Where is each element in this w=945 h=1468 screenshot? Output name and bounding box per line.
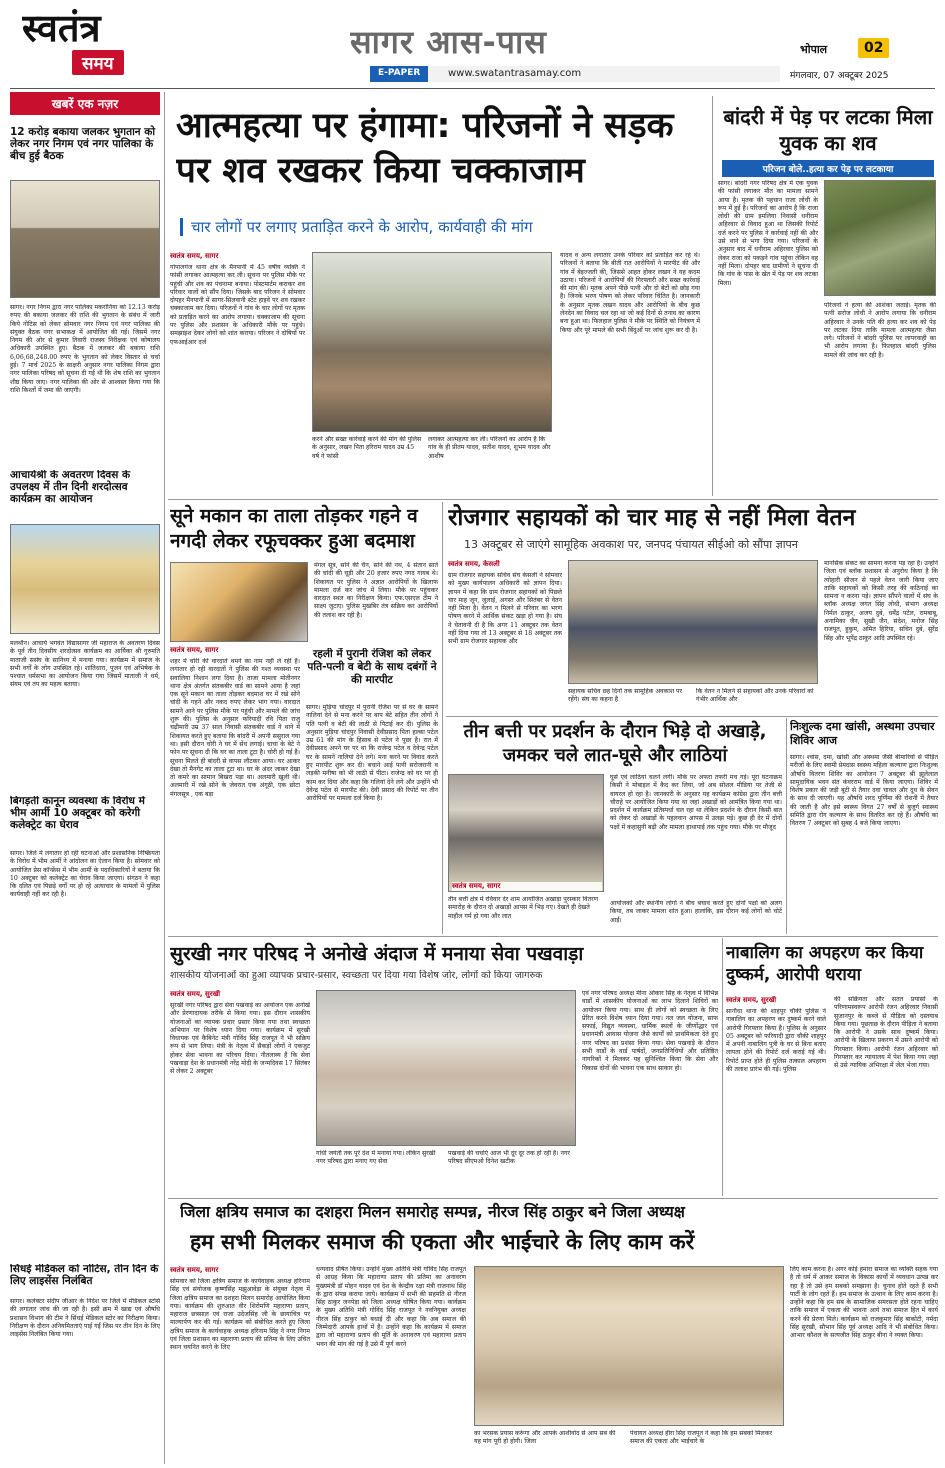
asthma-headline: निःशुल्क दमा खांसी, अस्थमा उपचार शिविर आज xyxy=(790,720,935,747)
employment-caption-2: कि वेतन न मिलने से सहायकों और उनके परिवारों को गंभीर आर्थिक और xyxy=(696,688,814,704)
website-link[interactable]: www.swatantrasamay.com xyxy=(448,68,582,79)
bandari-subhead: परिजन बोले..हत्या कर पेड़ पर लटकाया xyxy=(722,160,934,177)
surkhi-body-1: सुरखी नगर परिषद द्वारा सेवा पखवाड़े का आयोजन एक अनोखे और प्रेरणादायक तरीके से किया गया। इस दौरान शासकीय योजनाओं का व्यापक प्रचार प्रसार किया गया तथा स्वच्छता अभियान पर विशेष ध्यान दिया गया। कार्यक्रम में सुरखी विधायक एवं कैबिनेट मंत्री गोविंद सिंह राजपूत ने भी सक्रिय रूप से भाग लिया। मंत्री के नेतृत्व में सैकड़ों लोगों ने एकजुट होकर सेवा भावना का परिचय दिया। नीतलाब्य है कि सेवा पखवाड़ा देश के प्रधानमंत्री नरेंद्र मोदी के जन्मदिवस 17 सितंबर से लेकर 2 अक्टूबर xyxy=(170,1002,310,1076)
sidebar xyxy=(10,92,160,1464)
clash-body-1: घूसे एवं लाठियां चलने लगीं। मौके पर अफरा तफरी मच गई। पूरा घटनाक्रम किसी ने मोबाइल में कैद कर लिया, जो अब सोशल मीडिया पर तेजी से वायरल हो रहा है। जानकारी के अनुसार यह कार्यक्रम कांग्रेस द्वारा तीन बत्ती चौराहे पर आयोजित किया गया था जहां अखाड़ों को आमंत्रित किया गया था। प्रदर्शन में कार्यक्रम प्रतिस्पर्धा चल रहा था लेकिन प्रदर्शन के दौरान किसी बात को लेकर दो अखाड़ों के पहलवान आपस में उलझ पड़े। कुछ ही देर में दोनों पक्षों में कहासुनी बढ़ी और मामला हाथापाई तक पहुंच गया। मौके पर मौजूद xyxy=(610,774,782,831)
sidebar-story-4-title: सिंधई मेडिकल को नोटिस, तीन दिन के लिए लाइसेंस निलंबित xyxy=(10,1264,159,1287)
sidebar-story-2-title: आचार्यश्री के अवतरण दिवस के उपलक्ष्य में तीन दिनी शरदोत्सव कार्यक्रम का आयोजन xyxy=(10,470,131,505)
page-number: 02 xyxy=(858,38,889,58)
bandari-story xyxy=(718,100,938,498)
samaj-headline: हम सभी मिलकर समाज की एकता और भाईचारे के लिए काम करें xyxy=(190,1230,695,1254)
thief-illustration xyxy=(170,562,308,642)
kidnap-body-1: सानौधा थाना की शाहपुर चौकी पुलिस ने नाबालिग का अपहरण कर दुष्कर्म करने वाले आरोपी गिरफ्तार किया है। पुलिस के अनुसार 05 अक्टूबर को फरियादी द्वारा चौकी शाहपुर में अपनी नाबालिग पुत्री के घर से बिना बताए लापता होने की रिपोर्ट दर्ज कराई गई थी। रिपोर्ट प्राप्त होते ही पुलिस तत्काल अपहरण की तलाश प्रारंभ की गई। पुलिस xyxy=(726,1008,826,1074)
samaj-caption-1: का भरसक प्रयास करूंगा और आपके आशीर्वाद से आप सब की यह मांग पूरी हो होगी। जिला xyxy=(474,1430,616,1446)
family-headline: रहली में पुरानी रंजिश को लेकर पति-पत्नी व बेटी के साथ दबंगों ने की मारपीट xyxy=(307,648,437,686)
clash-body-2: आयोजकों और स्थानीय लोगों ने बीच बचाव करते हुए दोनों पक्षों को अलग किया, तब जाकर मामला शांत हुआ। हालांकि, इस दौरान कई लोगों को चोटें आईं। xyxy=(610,900,782,924)
sidebar-story-3-title: बिगड़ती कानून व्यवस्था के विरोध में भीम आर्मी 10 अक्टूबर को करेगी कलेक्ट्रेट का घेराव xyxy=(10,796,145,831)
employment-caption-1: सहायक सचिव छह दिनों तक सामूहिक अवकाश पर रहेंगे। संघ का कहना है xyxy=(568,688,683,704)
shardotsav-photo xyxy=(10,524,160,634)
lead-caption: करने और सख्त कार्रवाई करने की मांग की पुलिस के अनुसार, लखन पिता हरिराम यादव उम्र 45 वर्ष ने फांसी xyxy=(312,436,422,460)
surkhi-byline: स्वतंत्र समय, सुरखी xyxy=(170,990,221,998)
masthead xyxy=(0,0,945,90)
employment-body-1: ग्राम रोजगार सहायक सचिव संघ केसली ने सोमवार को मुख्य कार्यपालन अधिकारी को ज्ञापन दिया। ज्ञापन में कहा कि ग्राम रोजगार सहायकों को पिछले चार माह जून, जुलाई, अगस्त और सितंबर से वेतन नहीं मिला है। वेतन न मिलने से परिवार का भरण पोषण करने में आर्थिक संकट खड़ा हो गया है। संघ ने चेतावनी दी है कि अगर 11 अक्टूबर तक वेतन नहीं दिया गया तो 13 अक्टूबर से 18 अक्टूबर तक सभी ग्राम रोजगार सहायक और xyxy=(448,572,562,646)
epaper-label: E-PAPER xyxy=(370,66,428,82)
clash-photo xyxy=(448,774,604,892)
bandari-body: सागर। बांदरी नगर परिषद क्षेत्र में एक युवक की फांसी लगाकर मौत का मामला सामने आया है। मृतक की पहचान राजा लोधी के रूप में हुई है। परिजनों का आरोप है कि राजा लोधी की ग्राम इमलिया निवासी धनीराम अहिरवार से विवाद हुआ था जिसकी रिपोर्ट दर्ज करने पर पुलिस ने कार्रवाई नहीं की और उसे थाने से भगा दिया गया। परिजनों के अनुसार बाद में धनीराम अहिरवार पुलिस को लेकर राजा को पकड़ने गांव पहुंचा लेकिन वह नहीं मिला। दोपहर बाद ग्रामीणों ने सूचना दी कि गांव के पास के खेत में पेड़ पर शव लटका मिला। xyxy=(718,180,818,287)
employment-story xyxy=(448,504,938,714)
asthma-story xyxy=(790,720,938,934)
samaj-caption-2: पंचायत अध्यक्ष हीरा सिंह राजपूत ने कहा कि हम सबको मिलकर समाज की एकता और भाईचारे के xyxy=(630,1430,773,1446)
samaj-body-2: धन्यवाद प्रेषित किया। उन्होंने मुख्य अतिथि मंत्री गोविंद सिंह राजपूत से आग्रह किया कि महाराणा प्रताप की प्रतिमा का अनावरण मुख्यमंत्री डॉ मोहन यादव एवं देश के केन्द्रीय रक्षा मंत्री राजनाथ सिंह के द्वारा संपन्न कराया जाये। कार्यक्रम में सभी की सहमति से नीरज सिंह ठाकुर जनपेड़ा को जिला अध्यक्ष घोषित किया गया। कार्यक्रम के मुख्य अतिथि मंत्री गोविंद सिंह राजपूत ने नवनियुक्त अध्यक्ष नीरज सिंह ठाकुर को बधाई दी और कहा कि अब समाज की जिम्मेदारी आपके हाथों में है। उन्होंने कहा कि कार्यक्रम में समाज द्वारा जो महाराणा प्रताप की मूर्ति के अनावरण एवं महाराणा प्रताप भवन की मांग की गई है उसे मैं पूर्ण करने xyxy=(316,1266,466,1348)
employment-headline: रोजगार सहायकों को चार माह से नहीं मिला वेतन xyxy=(448,505,856,531)
clash-story xyxy=(448,720,782,934)
surkhi-headline: सुरखी नगर परिषद ने अनोखे अंदाज में मनाया सेवा पखवाड़ा xyxy=(170,943,584,965)
tree-photo xyxy=(824,180,936,296)
lead-col-1: गोपालगंज थाना क्षेत्र के मैनपानी में 45 वर्षीय व्यक्ति ने फांसी लगाकर आत्महत्या कर ली। सूचना पर पुलिस मौके पर पहुंची और शव का पंचनामा बनाया। पोस्टमार्टम कराकर शव परिवार वालों को सौंप दिया। जिसके बाद परिजन ने सोमवार दोपहर मैनपानी में सागर-सिलवानी स्टेट हाइवे पर शव रखकर चक्काजाम कर दिया। परिजनों ने गांव के चार लोगों पर मृतक को प्रताड़ित करने का आरोप लगाया। चक्काजाम की सूचना पर पुलिस और प्रशासन के अधिकारी मौके पर पहुंचे। समझाइश देकर लोगों को शांत कराया। परिजन ने दोषियों पर एफआईआर दर्ज xyxy=(170,264,305,346)
lead-col-4: यादव व अन्य लगातार उनके परिवार को प्रताड़ित कर रहे थे। परिजनों ने बताया कि बीती रात आरोपियों ने मारपीट की और गांव में बेइज्जती की, जिससे आहत होकर लखन ने यह कदम उठाया। परिजनों ने आरोपियों की गिरफ्तारी और सख्त कार्रवाई की मांग की। मृतक अपने पीछे पत्नी और दो बेटों को छोड़ गया है। जिनके भरण पोषण को लेकर परिवार चिंतित है। जानकारी के अनुसार मृतक लखन यादव और आरोपियों के बीच कुछ लेनदेन का विवाद चल रहा था जो कई दिनों से तनाव का कारण बना हुआ था। फिलहाल पुलिस ने मौके पर स्थिति को नियंत्रण में किया और पूरे मामले की सभी बिंदुओं पर जांच शुरू कर दी है। xyxy=(560,252,700,334)
asthma-body: सागर। श्वांस, दमा, खांसी और अस्थमा जैसी बीमारियों से पीड़ित मरीजों के लिए स्वामी प्रेमदास स्वस्थ्य महिला कल्याण द्वारा निःशुल्क औषधि वितरण शिविर का आयोजन 7 अक्टूबर श्री झूलेलाल सामुदायिक भवन संत कंवरराम वार्ड में किया जाएगा। शिविर में विशेष प्रकार की जड़ी बूटी से तैयार दवा चावल और दूध के सेवन के साथ दी जाएगी। यह औषधि शरद पूर्णिमा की रोशनी में तैयार की जाती है और इसे स्वस्थ्य विगत 27 वर्षों से बुजुर्ग स्वास्थ्य समिति द्वारा रोग कल्याण के साथ वितरित कर रहे हैं। औषधि का वितरण 7 अक्टूबर को सुबह 4 बजे किया जाएगा। xyxy=(790,754,938,828)
employment-byline: स्वतंत्र समय, केसली xyxy=(448,560,500,568)
surkhi-caption-2: पखवाड़े की चर्चाएं आज भी दूर दूर तक हो रही है। नगर परिषद सीएमओ दिनेश खटीक xyxy=(448,1150,570,1166)
epaper-bar xyxy=(370,66,780,82)
sidebar-header: खबरें एक नज़र xyxy=(10,92,160,115)
sidebar-story-2-body: मलथौन। आचार्य भगवंत विद्यासागर जी महाराज के अवतरण दिवस के पूर्व तीन दिवसीय शरदोत्सव कार्यक्रम का आर्यिका श्री गुरुमति माताजी ससंघ के सानिध्य में मनाया गया। कार्यक्रम में समाज के सभी वर्गों के लोग उपस्थित रहे। शांतिधारा, पूजन एवं अभिषेक के पश्चात धर्मसभा का आयोजन किया गया जिसमें माताजी ने धर्म, संयम एवं तप का महत्व बताया। xyxy=(10,640,160,689)
logo xyxy=(22,6,162,86)
kidnap-headline: नाबालिग का अपहरण कर किया दुष्कर्म, आरोपी धराया xyxy=(726,943,924,985)
sidebar-story-3-body: सागर। जिले में लगातार हो रही घटनाओं और प्रशासनिक निष्क्रियता के विरोध में भीम आर्मी ने आंदोलन का ऐलान किया है। सोमवार को आयोजित प्रेस कॉन्फ्रेंस में भीम आर्मी के पदाधिकारियों ने बताया कि 10 अक्टूबर को कलेक्ट्रेट का घेराव किया जाएगा। संगठन ने कहा कि दलित एवं पिछड़े वर्गों पर हो रहे अत्याचार के मामलों में पुलिस कार्यवाही नहीं कर रही है। xyxy=(10,850,160,899)
clash-caption: तीन बत्ती क्षेत्र में रविवार देर शाम आयोजित अखाड़ा पुरस्कार वितरण समारोह के दौरान दो अखाड़ों आपस में भिड़ गए। देखते ही देखते माहौल गर्म हो गया और लात xyxy=(448,896,599,920)
sidebar-story-1-title: 12 करोड़ बकाया जलकर भुगतान को लेकर नगर निगम एवं नगर पालिका के बीच हुई बैठक xyxy=(10,126,156,162)
memorandum-photo xyxy=(568,560,818,684)
clash-headline: तीन बत्ती पर प्रदर्शन के दौरान भिड़े दो अखाड़े, जमकर चले लात-घूसे और लाठियां xyxy=(463,721,767,766)
lead-subhead: चार लोगों पर लगाए प्रताड़ित करने के आरोप, कार्यवाही की मांग xyxy=(180,218,700,236)
sidebar-story-4-body: सागर। कलेक्टर संदीप जीआर के निर्देश पर जिले में मेडिकल स्टोर्स की लगातार जांच की जा रही है। इसी क्रम में खाद्य एवं औषधि प्रशासन विभाग की टीम ने सिंधई मेडिकल स्टोर का निरीक्षण किया। निरीक्षण के दौरान अनियमितताएं पाई गईं जिस पर तीन दिन के लिए लाइसेंस निलंबित किया गया। xyxy=(10,1298,160,1339)
surkhi-caption-1: गांधी जयंती तक पूरे देश में मनाया गया। लेकिन सुरखी नगर परिषद द्वारा मनाए गए सेवा xyxy=(316,1150,436,1166)
surkhi-story xyxy=(170,942,718,1196)
city-label: भोपाल xyxy=(800,43,828,56)
lead-byline: स्वतंत्र समय, सागर xyxy=(170,252,219,260)
theft-byline: स्वतंत्र समय, सागर xyxy=(170,646,219,654)
samaj-body-3: लिए काम करना है। अगर कोई हमारा समाज का व्यक्ति सहक गया है तो धर्म में आकर समाज के विकास कार्यों में व्यवधान उत्पन्न कर रहा है तो उसे हम सबको समझाना है। चुनाव होते रहते हैं सभी पार्टी के लोग रहते हैं। हम समाज के उत्थान के लिए काम करना है। उन्होंने कहा कि हम सब के सामाजिक समरसता होते रहना चाहिए ताकि समाज में एकता की भावना आये तथा समाज हित में कार्य करने की प्रेरणा मिले। कार्यक्रम को राजकुमार सिंह बाकोटी, नर्मदा सिंह सुरखी, सौभान सिंह पूर्व अध्यक्ष आदि ने भी संबोधित किया। आभार कौशल के सत्यजीत सिंह ठाकुर बीना ने व्यक्त किया। xyxy=(790,1266,938,1340)
theft-body-2: मंगल सूत्र, सोने की चैन, सोने की नथ, 4 संतान सातें की चांदी की चूड़ी और 20 हजार रुपए नगद गायब थे। शिकायत पर पुलिस ने अज्ञात आरोपियों के खिलाफ मामला दर्ज कर जांच में लिया। मौके पर पहुंचकर वारदात स्थल का निरीक्षण किया। एफ.एसएल टीम ने साक्ष्य जुटाए। पुलिस मुखबिर तंत्र सक्रिय कर आरोपियों की तलाश कर रही है। xyxy=(314,562,438,619)
employment-subhead: 13 अक्टूबर से जाएंगे सामूहिक अवकाश पर, जनपद पंचायत सीईओ को सौंपा ज्ञापन xyxy=(464,538,798,551)
surkhi-body-2: एवं नगर परिषद अध्यक्ष मीना ओंकार सिंह के नेतृत्व में विभिन्न वार्डों में शासकीय योजनाओं का लाभ दिलाने शिविरों का आयोजन किया गया। साथ ही लोगों को स्वच्छता के लिए प्रेरित करने विशेष ध्यान दिया गया। नल जल योजना, साफ सफाई, विद्युत व्यवस्था, धार्मिक स्थलों के जीर्णोद्धार एवं प्रधानमंत्री आवास योजना जैसे कार्यों को प्राथमिकता देते हुए नगर परिषद का प्रशंसा किया गया। सेवा पखवाड़े के दौरान सभी वार्डों के वार्ड पार्षदों, जनप्रतिनिधियों और प्रतिष्ठित नागरिकों ने मिलकर यह सुनिश्चित किया कि सेवा और विकास दोनों की भावना एक साथ साकार हो। xyxy=(582,990,718,1072)
lead-headline: आत्महत्या पर हंगामा: परिजनों ने सड़क पर शव रखकर किया चक्काजाम xyxy=(176,106,674,191)
bandari-caption: परिजनों ने हत्या की आशंका जताई। मृतक की पत्नी सरोज लोधी ने आरोप लगाया कि धनीराम अहिरवार ने उनके पति की हत्या कर शव को पेड़ पर लटका दिया ताकि मामला आत्महत्या जैसा लगे। परिजनों ने बांदरी पुलिस पर लापरवाही का भी आरोप लगाया है। फिलहाल बांदरी पुलिस मामले की जांच कर रही है। xyxy=(824,302,936,359)
bandari-headline: बांदरी में पेड़ पर लटका मिला युवक का शव xyxy=(723,105,933,155)
theft-body-1: शहर में चोरी की वारदातें थमने का नाम नहीं ले रहीं हैं। लगातार हो रही वारदातों ने पुलिस की गश्त व्यवस्था पर सवालिया निशान लगा दिया है। ताजा मामला मोतीनगर थाना क्षेत्र अंतर्गत संतकबीर वार्ड का सामने आया है जहां एक सूने मकान का ताला तोड़कर बदमाश घर में रखे सोने चांदी के गहने और नकद रुपए लेकर भाग गया। वारदात सामने आने पर पुलिस मौके पर पहुंची और मामले की जांच शुरू की। पुलिस के अनुसार फरियादी रवि पिता राजु चढ़ीमारी उम्र 37 साल निवासी संतकबीर वार्ड ने थाने में शिकायत करते हुए बताया कि बांदरी में अपनी ससुराल गया था। इसी दौरान चोरी ने घर में सेंध लगाई। चाचा के बेटे ने फोन पर सूचना दी कि घर का ताला टूटा है। चोरी हो गई है। सूचना मिलते ही बांदरी से वापस लौटकर आया। घर आकर देखा तो मैनगेट का ताला टूटा था। घर के अंदर जाकर देखा तो कमरे का सामान बिखरा पड़ा था। अलमारी खुली थी। अलमारी में रखे सोने के जेवरात एक अंगूठी, एक छोटा मंगलसूत्र , एक बड़ा xyxy=(170,658,300,798)
page-info xyxy=(790,38,910,64)
samaj-banner: जिला क्षत्रिय समाज का दशहरा मिलन समारोह सम्पन्न, नीरज सिंह ठाकुर बने जिला अध्यक्ष xyxy=(180,1203,685,1221)
protest-photo xyxy=(312,252,552,432)
section-title: सागर आस-पास xyxy=(350,23,547,61)
kidnap-body-2: की सक्रियता और सतत प्रयासों के परिणामस्वरूप आरोपी रंजन अहिरवार निवासी सुजानपुर के कब्जे से पीड़िता को दस्तयाब किया गया। पूछताछ के दौरान पीड़िता ने बताया कि आरोपी ने उसके साथ दुष्कर्म किया। आरोपी के खिलाफ प्रकरण में उसने आरोपी को गिरफ्तार किया। आरोपी रंजन अहिरवार को गिरफ्तार कर न्यायालय में पेश किया गया जहां से उसे न्यायिक अभिरक्षा में जेल भेजा गया। xyxy=(834,996,938,1070)
kidnap-byline: स्वतंत्र समय, सुरखी xyxy=(726,996,777,1004)
issue-date: मंगलवार, 07 अक्टूबर 2025 xyxy=(790,71,889,81)
family-body: सागर। मुड़िया चांदपुर में पुरानी रंजिश पर से घर के सामने नालियां देने से मना करने पर बाप बेटे सहित तीन लोगों ने पति पत्नी व बेटी की लाठी से पिटाई कर दी। पुलिस के अनुसार मुड़िया चांदपुर निवासी देवीप्रसाद पिता हल्का पटेल उम्र 61 की मांग के हिसाब से पटेल ने पूछा है। रात में देवीप्रसाद अपने घर पर था कि राजेन्द्र पटेल व देवेन्द्र पटेल घर के सामने नालियां देने लगे। मना करने पर विवाद करते हुए मारपीट शुरू कर दी। बचाने आई पत्नी सरोजरानी व लड़की मनीषा को भी लाठी से पीटा। राजेन्द्र को घर पर ही काम कर दिया और कहा कि गलियां देने लगे और उन्होंने भी देवेन्द्र पटेल से मारपीट की। देवी प्रसाद की रिपोर्ट पर तीन आरोपियों पर मामला दर्ज किया है। xyxy=(306,704,438,803)
logo-top: स्वतंत्र xyxy=(22,6,101,50)
family-story xyxy=(306,648,438,934)
samaj-photo xyxy=(474,1266,784,1426)
samaj-story xyxy=(170,1202,938,1464)
theft-headline: सूने मकान का ताला तोड़कर गहने व नगदी लेकर रफूचक्कर हुआ बदमाश xyxy=(170,505,418,552)
lead-story xyxy=(170,100,710,498)
kidnap-story xyxy=(726,942,938,1196)
surkhi-subhead: शासकीय योजनाओं का हुआ व्यापक प्रचार-प्रसार, स्वच्छता पर दिया गया विशेष जोर, लोगों को किया जागरुक xyxy=(170,970,543,981)
logo-bottom: समय xyxy=(72,50,124,75)
employment-body-2: मानसिक संकट का सामना करना पड़ रहा है। उन्होंने जिला एवं ब्लॉक प्रशासन से अनुरोध किया है कि त्योहारी सीजन से पहले वेतन जारी किया जाए ताकि सहायकों को किसी तरह की कठिनाई का सामना न करना पड़े। ज्ञापन सौंपने वालों में संघ के ब्लॉक अध्यक्ष जगत सिंह लोधी, संभाग अध्यक्ष निर्मल ठाकुर, अजय दुबे, धर्मेंद्र पटेल, रामबाबू, अनामिका जैन, सुखी जैन, संदेश, मनोज सिंह राजपूत, हुकुम, अमित हिरिया, सचिन दुबे, सुरेंद्र सिंह और भूपेंद्र ठाकुर आदि उपस्थित रहे। xyxy=(824,560,938,642)
samaj-byline: स्वतंत्र समय, सागर xyxy=(170,1266,219,1274)
seva-photo xyxy=(316,990,576,1146)
samaj-body-1: सोमवार को जिला क्षत्रिय समाज के कार्यवाहक अध्यक्ष हरिनाम सिंह एवं संयोजक कृष्णसिंह मझुआवेड़ा के संयुक्त नेतृत्व में जिला क्षत्रिय समाज का दशहरा मिलन समारोह आयोजित किया गया। कार्यक्रम की शुरुआत वीर शिरोमणि महाराणा प्रताप, महाराज छत्रसाल एवं राजा उदेजसिंह जी के छायाचित्र पर माल्यार्पण कर की गई। कार्यक्रम को संबोधित करते हुए जिला क्षत्रिय समाज के कार्यवाहक अध्यक्ष हरिनाम सिंह ने नगर निगम एवं जिला प्रशासन का महाराणा प्रताप की प्रतिमा के लिए उचित स्थान चयनित करने के लिए xyxy=(170,1278,310,1352)
lead-col-3: लगाकर आत्महत्या कर ली। परिजनों का आरोप है कि गांव के ही प्रीतम यादव, सतीश यादव, शुभम यादव और आशीष xyxy=(428,436,551,460)
sidebar-story-1-body: सागर। नगर निगम द्वारा नगर पालिका मकरोनिया को 12.13 करोड़ रुपए की बकाया जलकर की राशि की भुगतान के संबंध में जारी किये नोटिस को लेकर सोमवार नगर निगम एवं नगर पालिका की संयुक्त बैठक नगर सभाकक्ष में आयोजित की गई। जिसमें नगर निगम की ओर से कुमार तिवारी राजस्व निरीक्षक एवं कोषालय अधिकारी उपस्थित हुए। बैठक में जलकर की बकाया राशि 6,06,68,248.00 रुपए के भुगतान को लेकर विस्तार से चर्चा हुई। 7 मार्च 2025 के साक्षरी अनुसार नगर पालिका निगम द्वारा नगर पालिका परिषद को सूचना दी गई थी कि शेष राशि का भुगतान शीघ्र किया जाए। नगर पालिका की ओर से आश्वस्त किया गया कि राशि किश्तों में जमा की जाएगी। xyxy=(10,304,160,394)
meeting-photo xyxy=(10,180,160,298)
clash-byline: स्वतंत्र समय, सागर xyxy=(452,882,602,891)
